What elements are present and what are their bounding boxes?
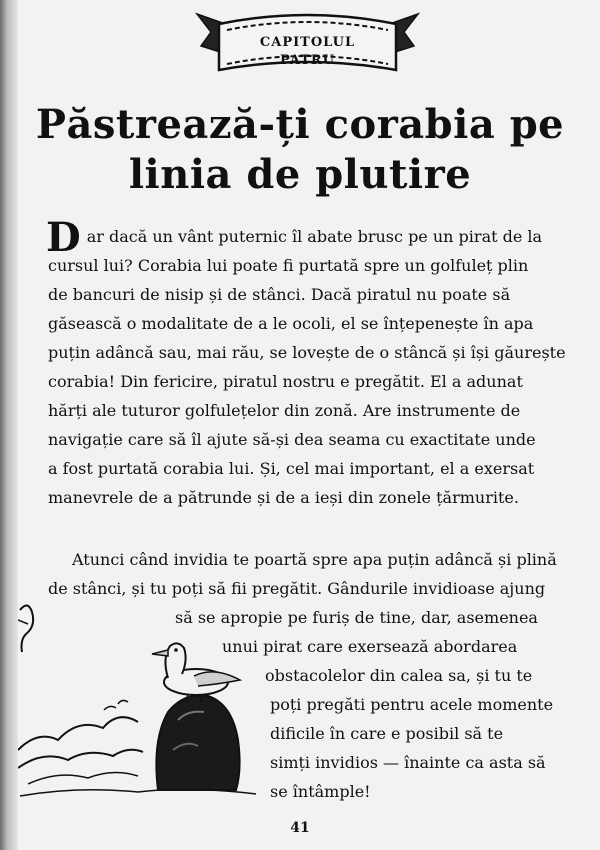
paragraph-line: se întâmple! (270, 782, 371, 801)
chapter-label-line2: PATRU (279, 53, 336, 68)
chapter-title-line1: Păstrează-ți corabia pe (35, 101, 565, 148)
paragraph-line: a fost purtată corabia lui. Și, cel mai important, el a exersat (48, 459, 535, 478)
drop-cap: D (46, 214, 81, 261)
paragraph-line: hărți ale tuturor golfulețelor din zonă. Are instrumente de (48, 401, 521, 420)
paragraph-line: manevrele de a pătrunde și de a ieși din zonele țărmurite. (48, 488, 519, 507)
chapter-title-line2: linia de plutire (128, 151, 472, 198)
paragraph-line: găsească o modalitate de a le ocoli, el se înțepenește în apa (48, 314, 534, 333)
paragraph-line: corabia! Din fericire, piratul nostru e pregătit. El a adunat (48, 372, 523, 391)
chapter-label (195, 34, 420, 70)
paragraph-line: unui pirat care exersează abordarea (222, 637, 518, 656)
paragraph-line: de stânci, și tu poți să fii pregătit. Gândurile invidioase ajung (48, 579, 546, 598)
paragraph-line: puțin adâncă sau, mai rău, se lovește de o stâncă și își găurește (48, 343, 566, 362)
paragraph-line: navigație care să îl ajute să-și dea seama cu exactitate unde (48, 430, 536, 449)
paragraph-line: obstacolelor din calea sa, și tu te (265, 666, 533, 685)
paragraph-line: cursul lui? Corabia lui poate fi purtată spre un golfuleț plin (48, 256, 529, 275)
paragraph-line: simți invidios — înainte ca asta să (270, 753, 546, 772)
page-number: 41 (290, 820, 310, 836)
paragraph-line: Atunci când invidia te poartă spre apa puțin adâncă și plină (72, 550, 557, 569)
paragraph-line: să se apropie pe furiș de tine, dar, asemenea (175, 608, 538, 627)
chapter-label-line1: CAPITOLUL (259, 35, 356, 50)
paragraph-line: dificile în care e posibil să te (270, 724, 504, 743)
paragraph-line: de bancuri de nisip și de stânci. Dacă piratul nu poate să (48, 285, 511, 304)
paragraph-line: ar dacă un vânt puternic îl abate brusc pe un pirat de la (86, 227, 543, 246)
chapter-title (0, 100, 600, 200)
paragraph-line: poți pregăti pentru acele momente (270, 695, 554, 714)
paragraph-1 (46, 214, 568, 512)
seagull-on-rock-illustration (18, 600, 258, 810)
